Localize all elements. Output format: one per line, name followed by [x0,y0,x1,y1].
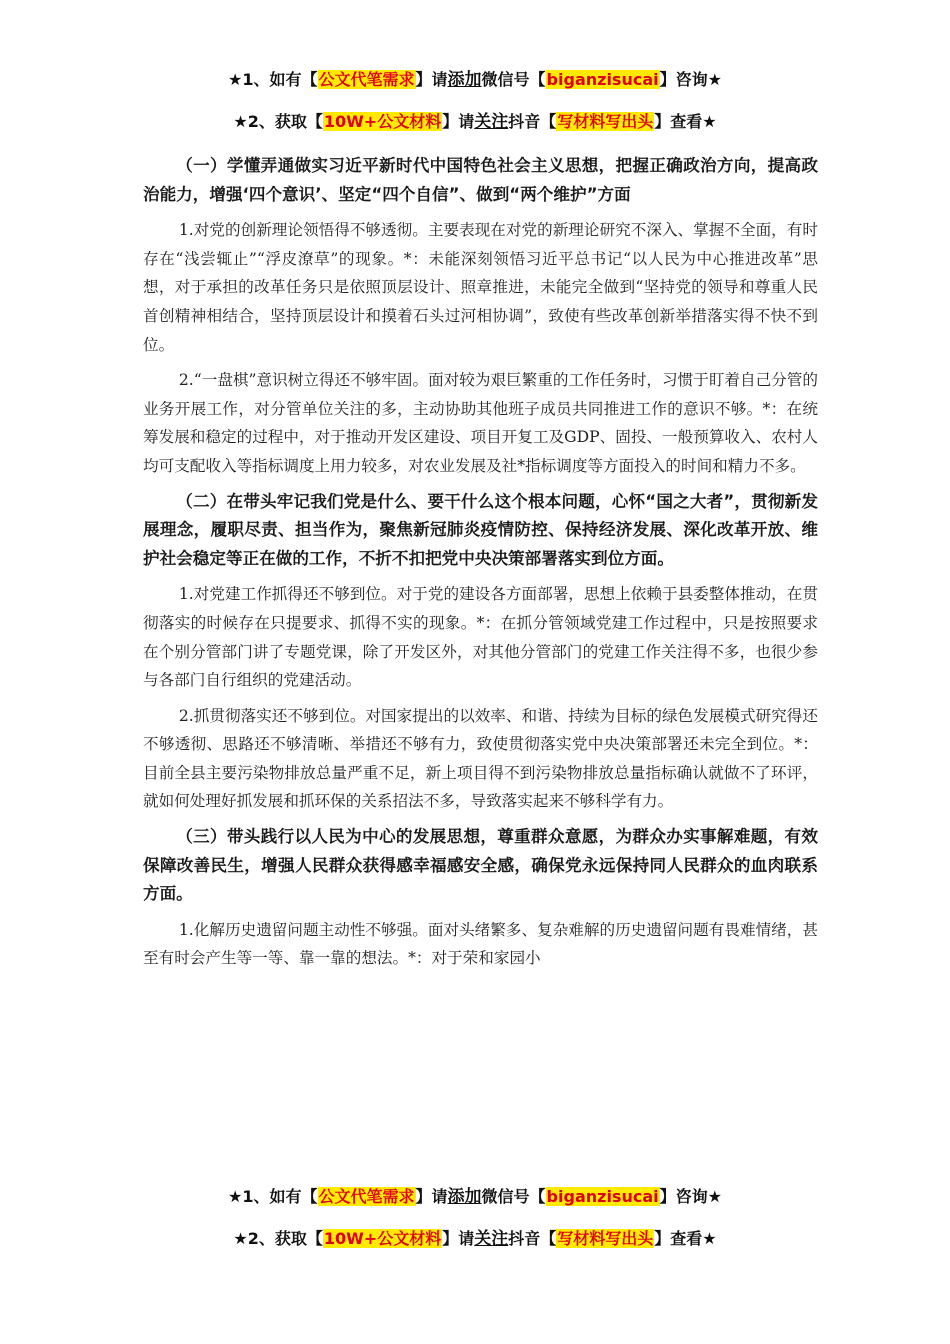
banner-text: 】请 [415,1187,448,1206]
banner-text: ★2、获取【 [233,112,323,131]
document-body [143,152,818,981]
banner-text: 】咨询★ [659,70,722,89]
banner-highlight: biganzisucai [546,70,659,89]
banner-text: ★1、如有【 [228,70,318,89]
banner-highlight: 10W+公文材料 [323,112,442,131]
banner-text: 】查看★ [654,112,717,131]
banner-text: 】请 [442,112,475,131]
banner-highlight: 10W+公文材料 [323,1229,442,1248]
promo-banner-line-2-footer [0,1227,950,1251]
promo-banner-line-1 [0,68,950,92]
promo-banner-line-1-footer [0,1185,950,1209]
banner-highlight: 写材料写出头 [557,112,654,131]
banner-highlight: 公文代笔需求 [318,70,415,89]
paragraph: 1.对党的创新理论领悟得不够透彻。主要表现在对党的新理论研究不深入、掌握不全面，有时存在“浅尝辄止”“浮皮潦草”的现象。*：未能深刻领悟习近平总书记“以人民为中心推进改革”思想，对于承担的改革任务只是依照顶层设计、照章推进，未能完全做到“坚持党的领导和尊重人民首创精神相结合，坚持顶层设计和摸着石头过河相协调”，致使有些改革创新举措落实得不快不到位。 [143,221,818,354]
banner-text: 】请 [415,70,448,89]
banner-highlight: 写材料写出头 [557,1229,654,1248]
banner-text: 】请 [442,1229,475,1248]
banner-underlined: 添加 [447,70,482,90]
banner-text: 微信号【 [481,1187,546,1206]
banner-text: ★2、获取【 [233,1229,323,1248]
banner-underlined: 添加 [447,1187,482,1207]
banner-text: 抖音【 [508,112,557,131]
banner-underlined: 关注 [474,112,509,132]
banner-text: 抖音【 [508,1229,557,1248]
banner-text: 】查看★ [654,1229,717,1248]
section-heading: （一）学懂弄通做实习近平新时代中国特色社会主义思想，把握正确政治方向，提高政治能力，增强‘四个意识’、坚定“四个自信”、做到“两个维护”方面 [143,156,818,204]
paragraph: 2.“一盘棋”意识树立得还不够牢固。面对较为艰巨繁重的工作任务时，习惯于盯着自己分管的业务开展工作，对分管单位关注的多，主动协助其他班子成员共同推进工作的意识不够。*：在统筹发展和稳定的过程中，对于推动开发区建设、项目开复工及GDP、固投、一般预算收入、农村人均可支配收入等指标调度上用力较多，对农业发展及社*指标调度等方面投入的时间和精力不多。 [143,371,818,475]
banner-highlight: biganzisucai [546,1187,659,1206]
banner-text: 】咨询★ [659,1187,722,1206]
paragraph: 1.对党建工作抓得还不够到位。对于党的建设各方面部署，思想上依赖于县委整体推动，在贯彻落实的时候存在只提要求、抓得不实的现象。*：在抓分管领域党建工作过程中，只是按照要求在个别分管部门讲了专题党课，除了开发区外，对其他分管部门的党建工作关注得不多，也很少参与各部门自行组织的党建活动。 [143,585,818,690]
section-heading: （三）带头践行以人民为中心的发展思想，尊重群众意愿，为群众办实事解难题，有效保障改善民生，增强人民群众获得感幸福感安全感，确保党永远保持同人民群众的血肉联系方面。 [143,827,818,904]
promo-banner-line-2 [0,110,950,134]
paragraph: 2.抓贯彻落实还不够到位。对国家提出的以效率、和谐、持续为目标的绿色发展模式研究得还不够透彻、思路还不够清晰、举措还不够有力，致使贯彻落实党中央决策部署还未完全到位。*：目前全县主要污染物排放总量严重不足，新上项目得不到污染物排放总量指标确认就做不了环评，就如何处理好抓发展和抓环保的关系招法不多，导致落实起来不够科学有力。 [143,706,818,811]
section-heading: （二）在带头牢记我们党是什么、要干什么这个根本问题，心怀“国之大者”，贯彻新发展理念，履职尽责、担当作为，聚焦新冠肺炎疫情防控、保持经济发展、深化改革开放、维护社会稳定等正在做的工作，不折不扣把党中央决策部署落实到位方面。 [143,491,818,568]
banner-text: ★1、如有【 [228,1187,318,1206]
banner-underlined: 关注 [474,1229,509,1249]
banner-highlight: 公文代笔需求 [318,1187,415,1206]
paragraph: 1.化解历史遗留问题主动性不够强。面对头绪繁多、复杂难解的历史遗留问题有畏难情绪，甚至有时会产生等一等、靠一靠的想法。*：对于荣和家园小 [143,920,818,968]
banner-text: 微信号【 [481,70,546,89]
